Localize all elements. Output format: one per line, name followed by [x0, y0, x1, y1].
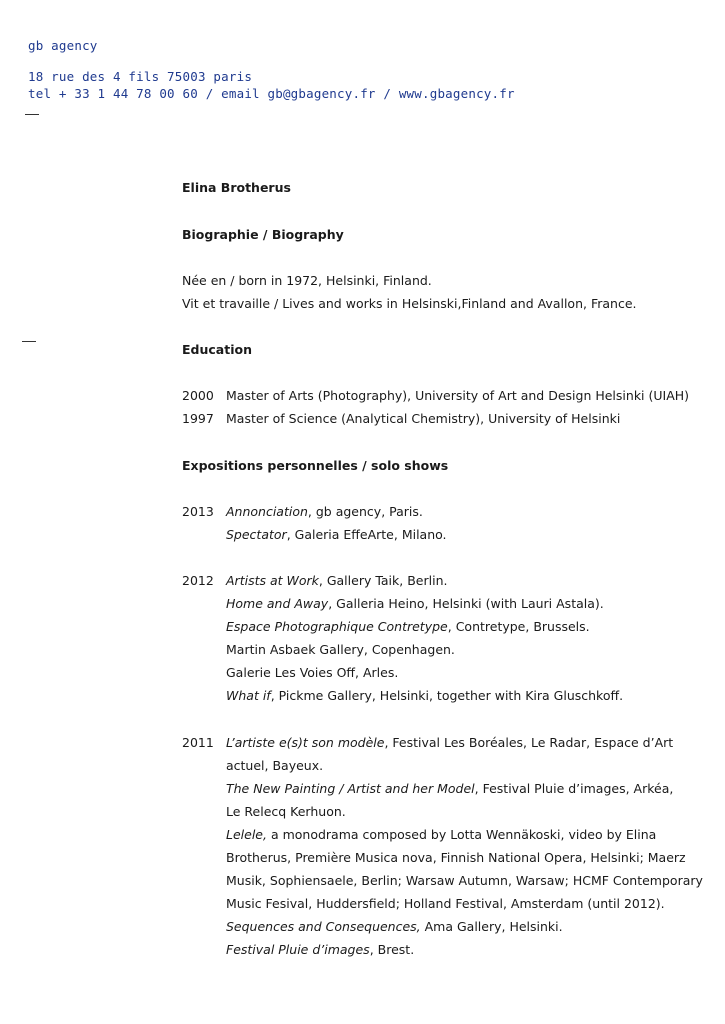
exhibition-details: , Galeria EffeArte, Milano. — [286, 527, 447, 542]
exhibition-entry — [226, 573, 447, 588]
exhibition-details: a monodrama composed by Lotta Wennäkoski, video by Elina — [266, 827, 657, 842]
year-2013: 2013 — [182, 504, 214, 519]
exhibition-entry — [226, 504, 423, 519]
exhibition-title: Annonciation — [226, 504, 308, 519]
exhibition-title: Spectator — [226, 527, 287, 542]
exhibition-entry — [226, 919, 563, 934]
exhibition-title: Festival Pluie d’images — [226, 942, 370, 957]
exhibition-title: Home and Away — [226, 596, 329, 611]
exhibition-title: Lelele, — [226, 827, 267, 842]
exhibition-entry — [226, 781, 673, 796]
exhibition-entry — [226, 942, 414, 957]
exhibition-entry — [226, 735, 673, 750]
education-year: 2000 — [182, 388, 214, 403]
exhibition-details-cont: actuel, Bayeux. — [226, 758, 324, 773]
solo-shows-heading: Expositions personnelles / solo shows — [182, 458, 449, 473]
agency-address: 18 rue des 4 fils 75003 paris — [28, 69, 253, 84]
artist-name: Elina Brotherus — [182, 180, 291, 195]
exhibition-details-cont: Musik, Sophiensaele, Berlin; Warsaw Autumn, Warsaw; HCMF Contemporary — [226, 873, 703, 888]
exhibition-entry — [226, 688, 623, 703]
exhibition-entry — [226, 827, 656, 842]
exhibition-title: Artists at Work — [226, 573, 319, 588]
exhibition-title: L’artiste e(s)t son modèle — [226, 735, 385, 750]
education-item: Master of Science (Analytical Chemistry), University of Helsinki — [226, 411, 621, 426]
residence-info: Vit et travaille / Lives and works in Helsinski,Finland and Avallon, France. — [182, 296, 637, 311]
year-2011: 2011 — [182, 735, 214, 750]
exhibition-entry — [226, 619, 590, 634]
education-year: 1997 — [182, 411, 214, 426]
agency-name: gb agency — [28, 38, 98, 53]
biography-heading: Biographie / Biography — [182, 227, 344, 242]
birth-info: Née en / born in 1972, Helsinki, Finland. — [182, 273, 432, 288]
margin-mark — [22, 341, 36, 342]
agency-contact: tel + 33 1 44 78 00 60 / email gb@gbagency.fr / www.gbagency.fr — [28, 86, 515, 101]
exhibition-title: The New Painting / Artist and her Model — [226, 781, 475, 796]
year-2012: 2012 — [182, 573, 214, 588]
exhibition-details: Ama Gallery, Helsinki. — [420, 919, 563, 934]
exhibition-details: , gb agency, Paris. — [307, 504, 423, 519]
exhibition-title: Espace Photographique Contretype — [226, 619, 448, 634]
exhibition-title: What if — [226, 688, 271, 703]
exhibition-details: , Festival Pluie d’images, Arkéa, — [474, 781, 674, 796]
exhibition-details: , Pickme Gallery, Helsinki, together with Kira Gluschkoff. — [270, 688, 624, 703]
exhibition-details: , Festival Les Boréales, Le Radar, Espace d’Art — [384, 735, 674, 750]
exhibition-entry — [226, 527, 447, 542]
exhibition-entry — [226, 596, 604, 611]
education-heading: Education — [182, 342, 252, 357]
header-divider — [25, 114, 39, 115]
exhibition-details: , Brest. — [369, 942, 415, 957]
exhibition-details-cont: Brotherus, Première Musica nova, Finnish National Opera, Helsinki; Maerz — [226, 850, 686, 865]
exhibition-title: Sequences and Consequences, — [226, 919, 421, 934]
exhibition-details: , Galleria Heino, Helsinki (with Lauri Astala). — [328, 596, 604, 611]
exhibition-entry: Galerie Les Voies Off, Arles. — [226, 665, 399, 680]
exhibition-details-cont: Music Fesival, Huddersfield; Holland Festival, Amsterdam (until 2012). — [226, 896, 665, 911]
exhibition-details: , Contretype, Brussels. — [447, 619, 590, 634]
exhibition-details-cont: Le Relecq Kerhuon. — [226, 804, 346, 819]
education-item: Master of Arts (Photography), University of Art and Design Helsinki (UIAH) — [226, 388, 690, 403]
exhibition-details: , Gallery Taik, Berlin. — [318, 573, 448, 588]
exhibition-entry: Martin Asbaek Gallery, Copenhagen. — [226, 642, 455, 657]
